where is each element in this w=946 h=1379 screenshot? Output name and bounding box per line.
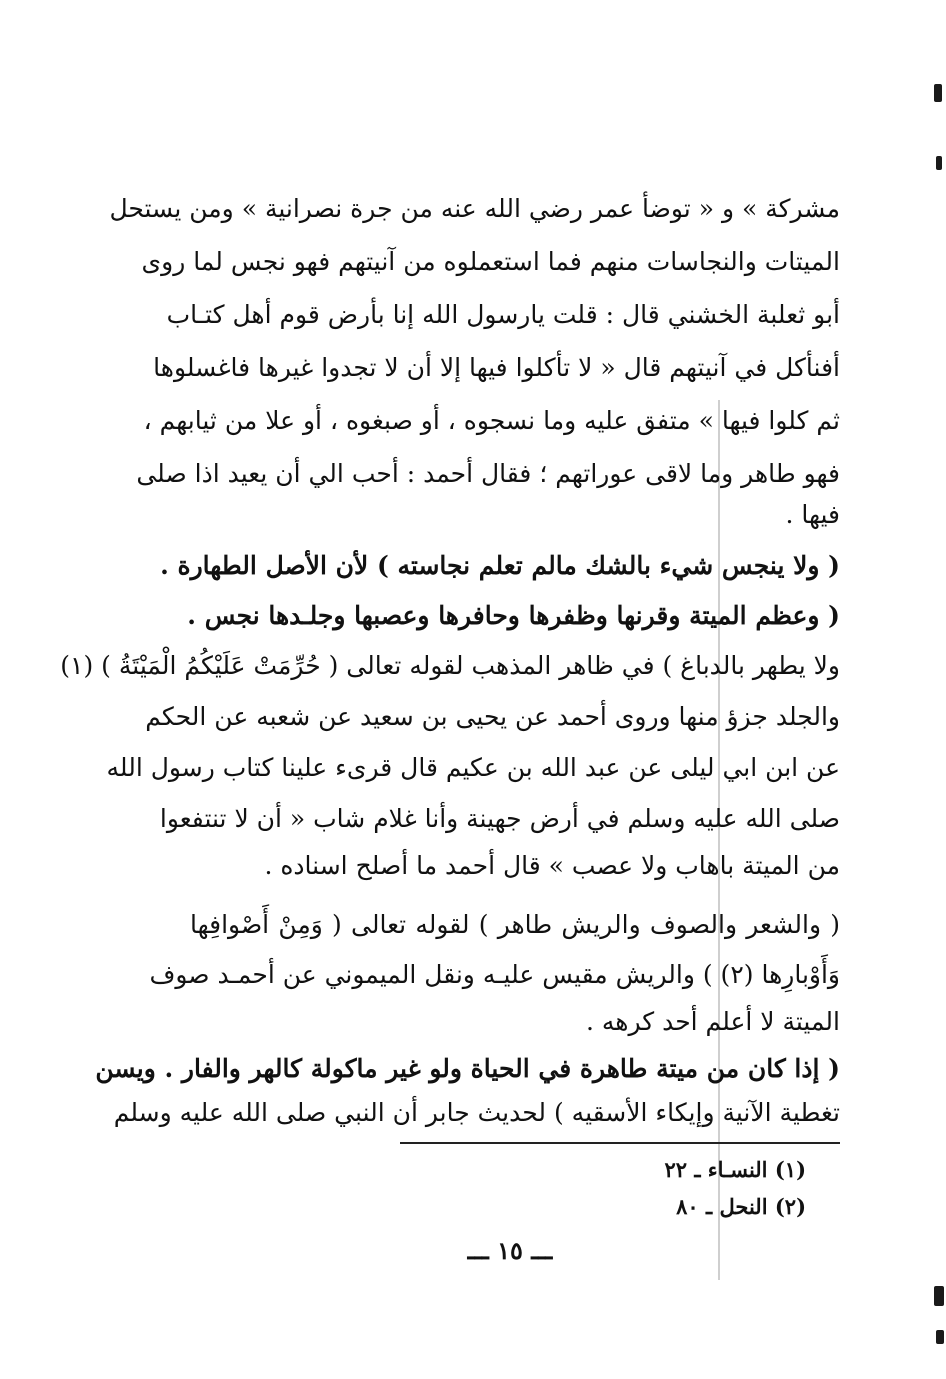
text-line: من الميتة باهاب ولا عصب » قال أحمد ما أصلح اسناده .: [264, 851, 840, 880]
page-number: ـــ ١٥ ـــ: [467, 1236, 553, 1265]
text-line: وَأَوْبارِها (٢) ) والريش مقيس عليـه ونقل الميموني عن أحمـد صوف: [149, 960, 840, 989]
page-fold-line: [718, 400, 720, 1280]
text-line: ولا يطهر بالدباغ ) في ظاهر المذهب لقوله تعالى ( حُرِّمَتْ عَلَيْكُمُ الْمَيْتَةُ ) (١): [60, 651, 840, 680]
text-line: صلى الله عليه وسلم في أرض جهينة وأنا غلام شاب « أن لا تنتفعوا: [159, 804, 840, 833]
text-line: أفنأكل في آنيتهم قال « لا تأكلوا فيها إلا أن لا تجدوا غيرها فاغسلوها: [153, 353, 840, 382]
text-line: فهو طاهر وما لاقى عوراتهم ؛ فقال أحمد : أحب الي أن يعيد اذا صلى: [136, 459, 840, 488]
text-line: ثم كلوا فيها » متفق عليه وما نسجوه ، أو صبغوه ، أو علا من ثيابهم ،: [143, 406, 840, 435]
text-line: ( وعظم الميتة وقرنها وظفرها وحافرها وعصبها وجلـدها نجس .: [187, 601, 840, 630]
text-line: عن ابن ابي ليلى عن عبد الله بن عكيم قال قرىء علينا كتاب رسول الله: [106, 753, 840, 782]
footnote-divider: [400, 1142, 840, 1144]
footnote: (٢) النحل ـ ٨٠: [676, 1194, 806, 1219]
text-line: والجلد جزؤ منها وروى أحمد عن يحيى بن سعيد عن شعبه عن الحكم: [145, 702, 840, 731]
text-line: ( إذا كان من ميتة طاهرة في الحياة ولو غير ماكولة كالهر والفار . ويسن: [95, 1054, 840, 1083]
binding-mark: [936, 156, 942, 170]
text-line: ( ولا ينجس شيء بالشك مالم تعلم نجاسته ) لأن الأصل الطهارة .: [160, 551, 840, 580]
text-line: مشركة » و « توضأ عمر رضي الله عنه من جرة نصرانية » ومن يستحل: [109, 194, 840, 223]
binding-mark: [934, 1286, 944, 1306]
text-line: أبو ثعلبة الخشني قال : قلت يارسول الله إنا بأرض قوم أهل كتـاب: [166, 300, 840, 329]
binding-mark: [934, 84, 942, 102]
text-line: الميتات والنجاسات منهم فما استعملوه من آنيتهم فهو نجس لما روى: [141, 247, 840, 276]
text-line: فيها .: [785, 500, 840, 529]
text-line: الميتة لا أعلم أحد كرهه .: [585, 1007, 840, 1036]
text-line: ( والشعر والصوف والريش طاهر ) لقوله تعالى ( وَمِنْ أَصْوافِها: [190, 910, 840, 939]
text-line: تغطية الآنية وإيكاء الأسقيه ) لحديث جابر أن النبي صلى الله عليه وسلم: [113, 1098, 840, 1127]
binding-mark: [936, 1330, 944, 1344]
footnote: (١) النسـاء ـ ٢٢: [664, 1157, 806, 1182]
